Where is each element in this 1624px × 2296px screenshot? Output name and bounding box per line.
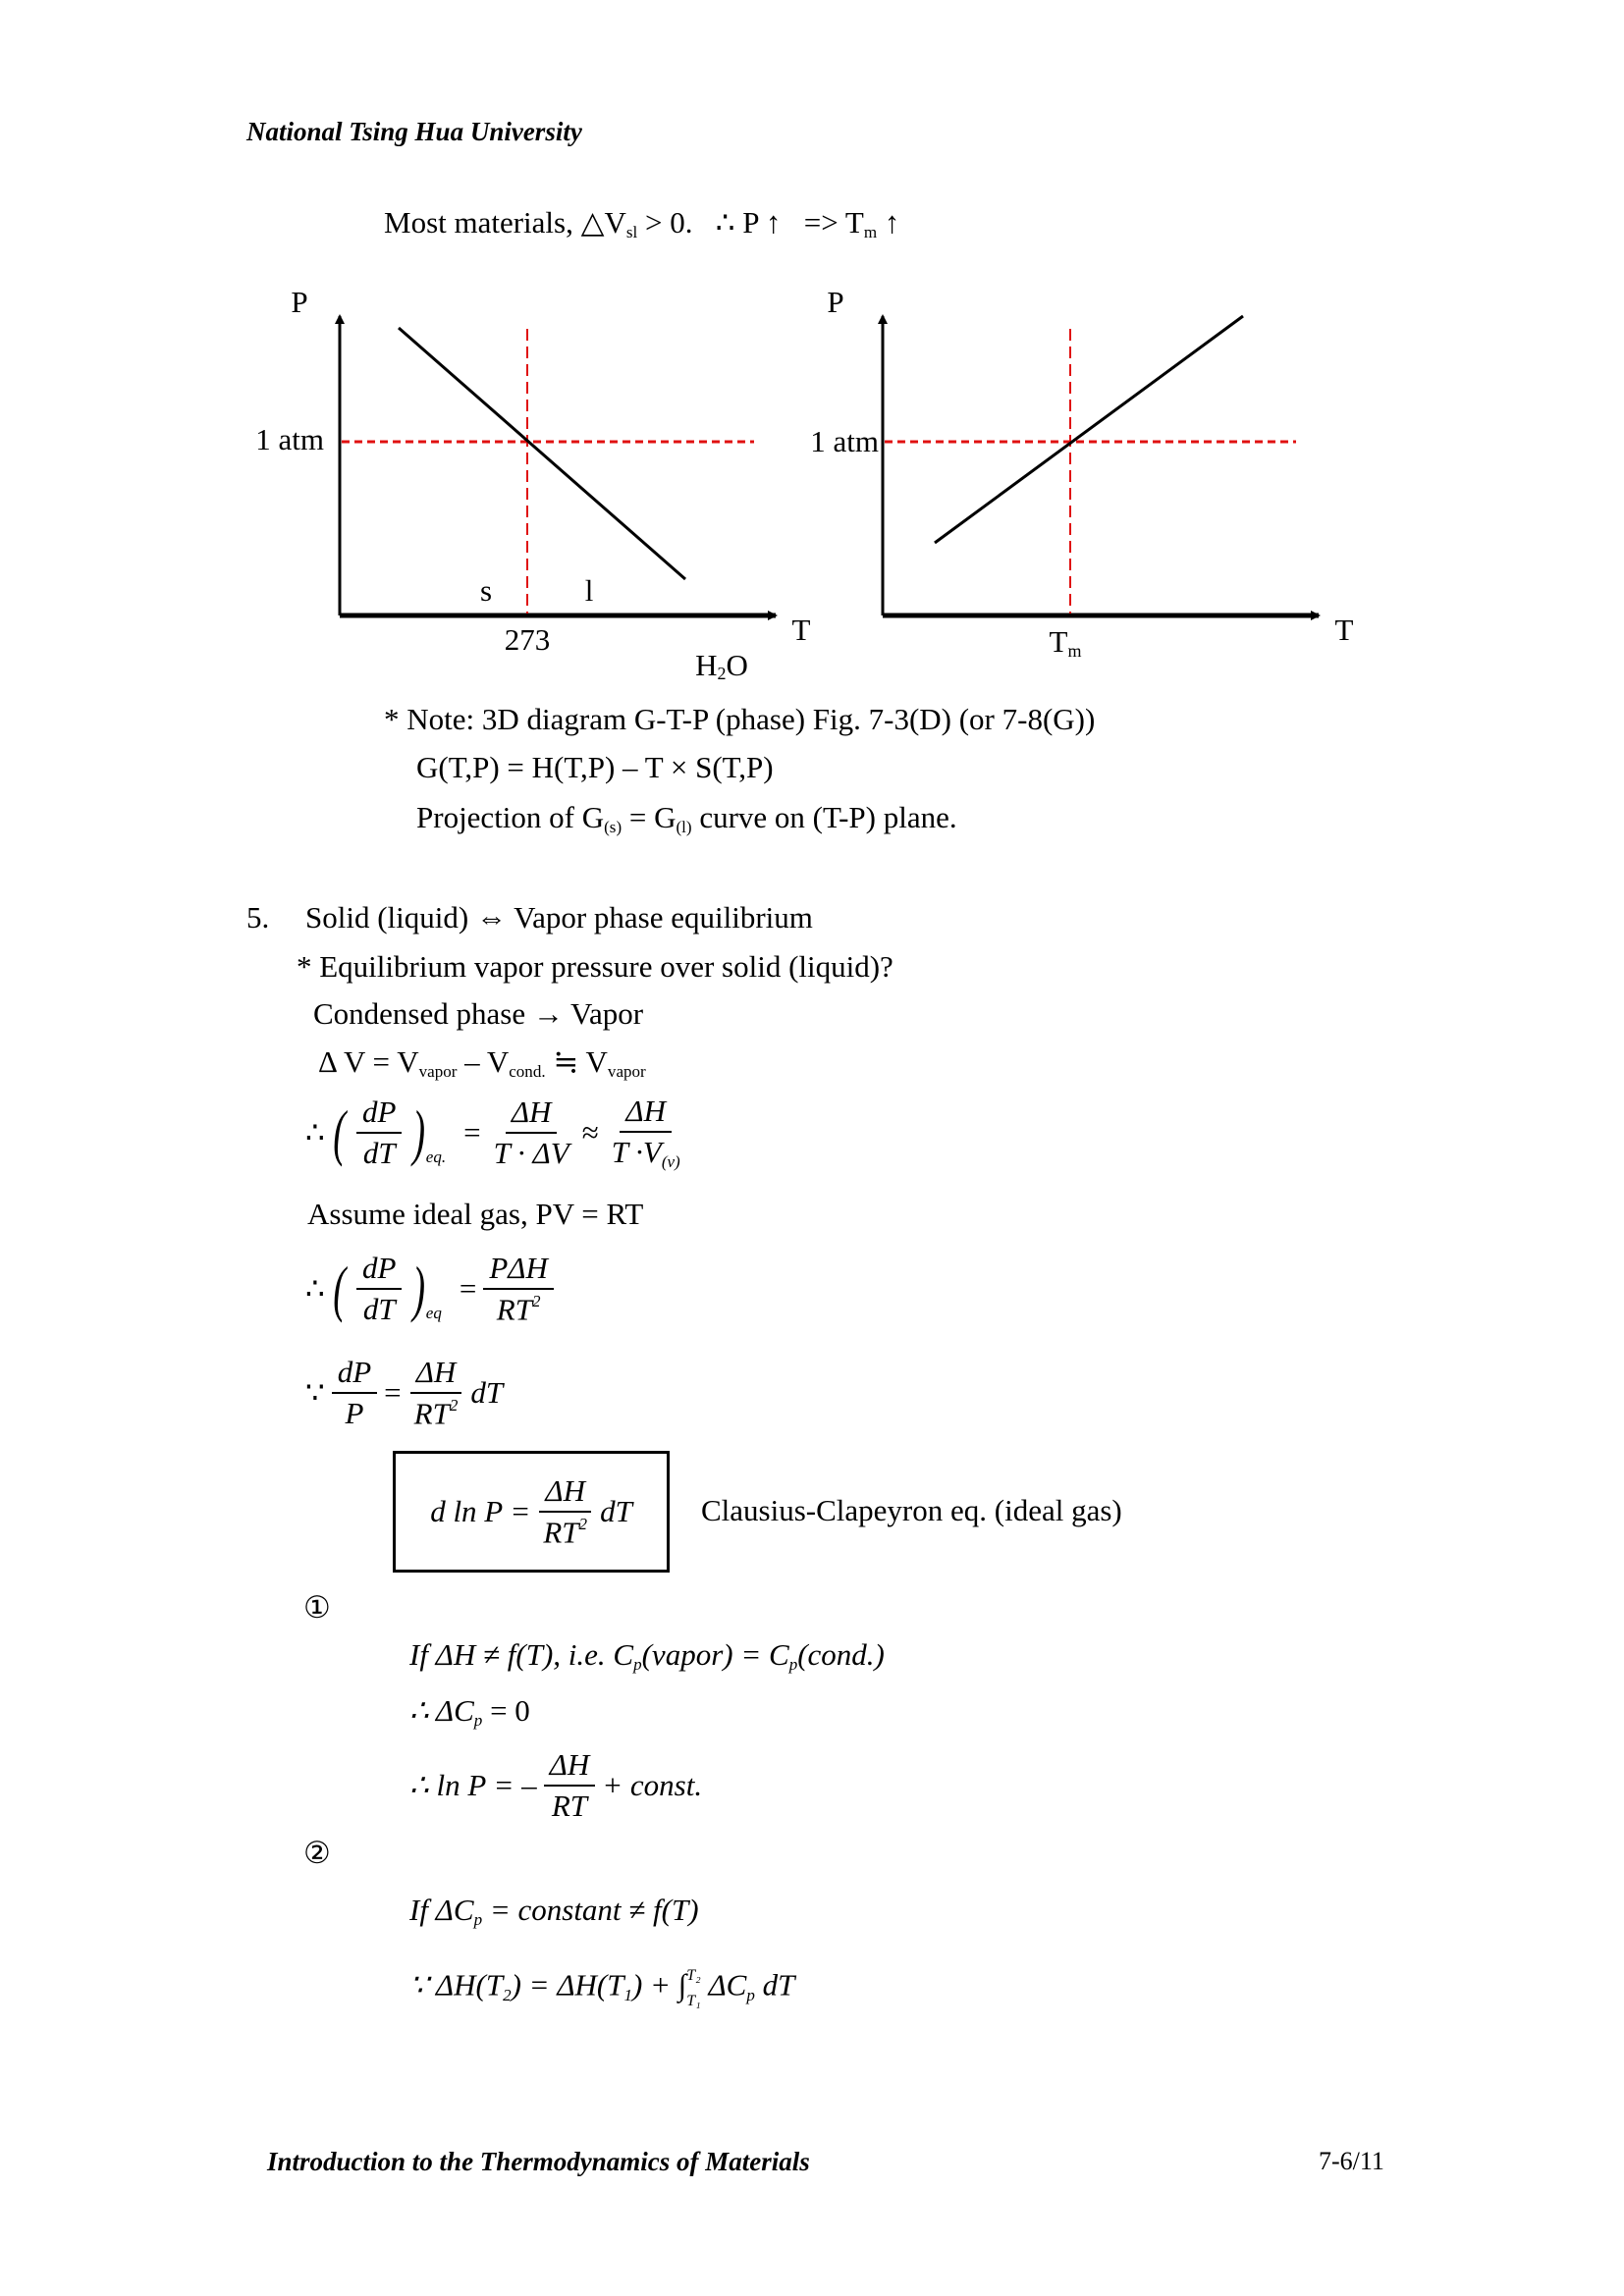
separated-equation [305, 1353, 503, 1433]
condensed-line: Condensed phase → Vapor [313, 996, 644, 1031]
eq-text: If ΔH ≠ f(T), i.e. C [409, 1637, 634, 1672]
atm-label: 1 atm [255, 422, 324, 456]
fraction: $\frac{\Delta H}{RT^2}$ [537, 1471, 593, 1552]
eq-sub: 1 [623, 1985, 632, 2004]
eq-text: = 0 [482, 1693, 530, 1728]
eq-text: ≒ V [545, 1044, 608, 1079]
paren: ( [332, 1253, 346, 1323]
eq-text: (cond.) [797, 1637, 885, 1672]
intro-cond: > 0. [644, 205, 693, 240]
eq-text: ∴ ΔC [409, 1693, 474, 1728]
clapeyron-equation [305, 1092, 689, 1173]
fraction: $\frac{\Delta H}{RT^2}$ [408, 1353, 464, 1433]
liquid-label: l [584, 573, 594, 608]
fraction: $\frac{\Delta H}{RT}$ [544, 1745, 596, 1825]
eq-text: ∵ ΔH(T [409, 1967, 504, 2002]
solid-label: s [479, 573, 493, 608]
page-number: 7-6/11 [1319, 2147, 1384, 2175]
tick-273: 273 [504, 622, 551, 657]
tick-tm: Tm [1049, 624, 1082, 661]
eq-text: d ln P = [430, 1494, 531, 1528]
melting-curve [399, 328, 685, 579]
eq-text: (vapor) = C [641, 1637, 789, 1672]
note-line-1: * Note: 3D diagram G-T-P (phase) Fig. 7-3(D) (or 7-8(G)) [384, 702, 1096, 736]
note-text: Projection of G [416, 800, 605, 834]
therefore-symbol: ∴ [305, 1271, 325, 1307]
eq-text: ) = ΔH(T [511, 1967, 624, 2002]
case-1-marker: ① [303, 1590, 331, 1625]
eq-sub: p [473, 1910, 483, 1930]
fraction: $\frac{dP}{P}$ [332, 1353, 377, 1432]
fraction: $\frac{\Delta H}{T \cdot \Delta V}$ [493, 1095, 569, 1170]
eq-text: = constant ≠ f(T) [482, 1893, 699, 1927]
intro-tm-sub: m [863, 223, 878, 242]
eq-text: ∴ ln P = – [409, 1768, 537, 1803]
integral-lower: T₁ [686, 1992, 701, 2009]
atm-label: 1 atm [810, 424, 879, 458]
paren: ) [412, 1096, 426, 1167]
clausius-label: Clausius-Clapeyron eq. (ideal gas) [701, 1493, 1122, 1527]
eq-sub: p [473, 1711, 483, 1731]
intro-up: ↑ [884, 205, 900, 240]
eq-sub: vapor [607, 1062, 646, 1082]
eq-text: + const. [602, 1768, 703, 1803]
h2o-caption: H2O [695, 648, 748, 683]
p-axis-label: P [827, 285, 844, 319]
footer-title: Introduction to the Thermodynamics of Materials [267, 2147, 810, 2176]
intro-arrow: => T [803, 205, 864, 240]
case-2-marker: ② [303, 1836, 331, 1870]
eq-text: dT [754, 1967, 795, 2002]
eq-sub: eq. [425, 1148, 447, 1167]
diagram-left [255, 285, 810, 683]
paren: ( [332, 1096, 346, 1167]
note-sub: (l) [676, 818, 692, 837]
assume-line: Assume ideal gas, PV = RT [307, 1197, 644, 1231]
diagram-right [810, 285, 1353, 661]
eq-text: – V [457, 1044, 510, 1079]
case-2-condition [409, 1895, 699, 1928]
boxed-equation [430, 1471, 632, 1552]
paren: ) [412, 1253, 426, 1323]
intro-dv: △V [580, 205, 626, 240]
t-axis-label: T [1334, 613, 1354, 647]
delta-v-line [318, 1046, 646, 1080]
phase-diagrams [0, 0, 1624, 707]
note-text: curve on (T-P) plane. [691, 800, 957, 834]
equals: = [384, 1375, 402, 1411]
section-question: * Equilibrium vapor pressure over solid (liquid)? [297, 949, 893, 984]
eq-sub: 2 [503, 1985, 512, 2004]
fraction: $\frac{dP}{dT}$ [356, 1249, 402, 1328]
note-line-2: G(T,P) = H(T,P) – T × S(T,P) [416, 750, 774, 784]
intro-p: P ↑ [742, 205, 782, 240]
header-university: National Tsing Hua University [246, 117, 582, 146]
eq-text: Δ V = V [318, 1044, 419, 1079]
fraction: $\frac{\Delta H}{T \cdot V_{(v)}}$ [611, 1094, 680, 1171]
because-symbol: ∵ [305, 1375, 325, 1411]
eq-text: If ΔC [409, 1893, 474, 1927]
case-2-enthalpy [409, 1963, 794, 2013]
eq-sub: eq [425, 1304, 442, 1323]
note-line-3 [416, 802, 957, 835]
eq-text: dT [470, 1375, 504, 1411]
eq-text: dT [600, 1494, 632, 1528]
eq-sub: p [633, 1655, 642, 1675]
fraction: $\frac{\text{PΔH}}{RT^2}$ [483, 1249, 554, 1329]
ideal-gas-equation [305, 1249, 557, 1329]
therefore-symbol: ∴ [715, 205, 735, 240]
eq-sub: vapor [418, 1062, 458, 1082]
integral-upper: T₂ [686, 1967, 701, 1984]
melting-curve [935, 316, 1243, 543]
intro-dv-sub: sl [625, 223, 638, 242]
section-title: Solid (liquid) ⇔ Vapor phase equilibrium [305, 900, 813, 934]
integral: ) + ∫ [631, 1967, 687, 2002]
eq-sub: p [746, 1985, 755, 2004]
eq-sub: cond. [509, 1062, 546, 1082]
equals: = [463, 1115, 481, 1150]
case-1-dcp [409, 1695, 530, 1729]
section-number: 5. [246, 900, 270, 934]
note-text: = G [622, 800, 677, 834]
note-sub: (s) [604, 818, 623, 837]
equals: = [459, 1271, 477, 1307]
therefore-symbol: ∴ [305, 1115, 325, 1150]
t-axis-label: T [791, 613, 811, 647]
fraction: $\frac{dP}{dT}$ [356, 1093, 402, 1172]
clausius-clapeyron-box [393, 1451, 670, 1573]
p-axis-label: P [291, 285, 308, 319]
intro-text: Most materials, [384, 205, 573, 240]
eq-sub: p [788, 1655, 798, 1675]
approx: ≈ [581, 1115, 599, 1150]
case-1-condition [409, 1639, 885, 1673]
case-1-lnp [409, 1745, 702, 1825]
eq-text: ΔC [700, 1967, 747, 2002]
